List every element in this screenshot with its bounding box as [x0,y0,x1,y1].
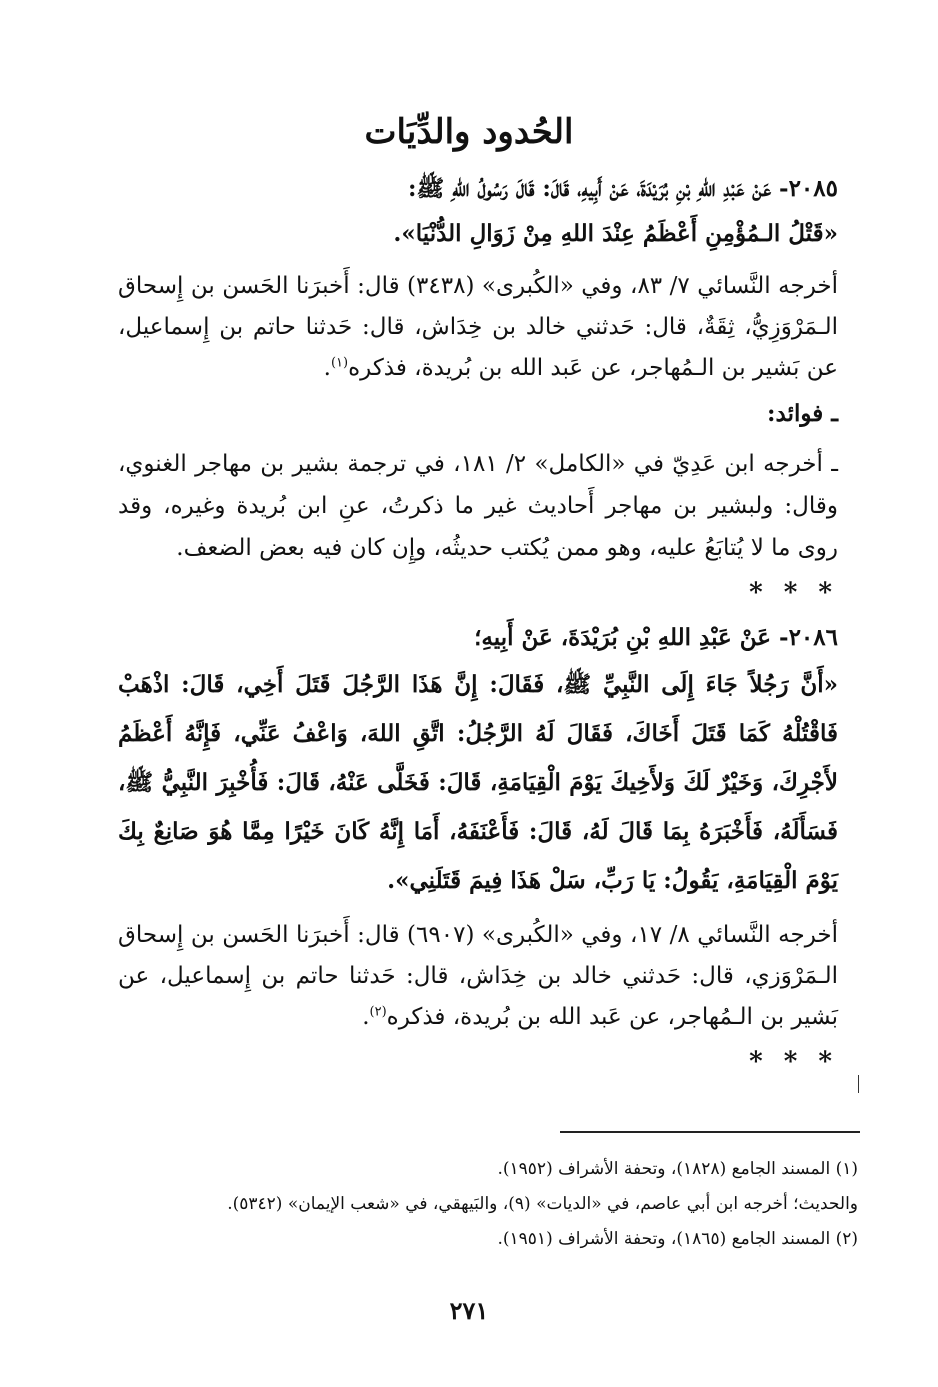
section-separator: * * * [749,578,838,608]
fawaid-heading: ـ فوائد: [767,400,838,427]
hadith-2085-text: «قَتْلُ الـمُؤْمِنِ أَعْظَمُ عِنْدَ اللهِ مِنْ زَوَالِ الدُّنْيَا». [393,220,838,247]
hadith-2086-heading: ٢٠٨٦- عَنْ عَبْدِ اللهِ بْنِ بُرَيْدَةَ، عَنْ أَبِيهِ؛ [474,624,838,651]
section-separator: * * * [749,1047,838,1077]
fawaid-text: ـ أخرجه ابن عَدِيّ في «الكامل» ٢/ ١٨١، في ترجمة بشير بن مهاجر الغنوي، وقال: ولبشير بن مهاجر أَحاديث غير ما ذكرتُ، عنِ ابن بُريدة وغيره، وقد روى ما لا يُتابَعُ عليه، وهو ممن يُكتب حديثُه، وإِن كان فيه بعض الضعف. [118,451,838,561]
hadith-2086-text: «أَنَّ رَجُلاً جَاءَ إِلَى النَّبِيِّ ﷺ، فَقَالَ: إِنَّ هَذَا الرَّجُلَ قَتَلَ أَخِي، قَالَ: اذْهَبْ فَاقْتُلْهُ كَمَا قَتَلَ أَخَاكَ، فَقَالَ لَهُ الرَّجُلُ: اتَّقِ اللهَ، وَاعْفُ عَنِّي، فَإِنَّهُ أَعْظَمُ لأَجْرِكَ، وَخَيْرٌ لَكَ وَلأَخِيكَ يَوْمَ الْقِيَامَةِ، قَالَ: فَخَلَّى عَنْهُ، قَالَ: فَأُخْبِرَ النَّبِيُّ ﷺ، فَسَأَلَهُ، فَأَخْبَرَهُ بِمَا قَالَ لَهُ، قَالَ: فَأَعْنَفَهُ، أَمَا إِنَّهُ كَانَ خَيْرًا مِمَّا هُوَ صَانِعٌ بِكَ يَوْمَ الْقِيَامَةِ، يَقُولُ: يَا رَبِّ، سَلْ هَذَا فِيمَ قَتَلَنِي». [118,671,838,894]
hadith-2086-takhrij: أخرجه النَّسائي ٨/ ١٧، وفي «الكُبرى» (٦٩٠٧) قال: أَخبرَنا الحَسن بن إِسحاق الـمَرْوَزي، قال: حَدثني خالد بن خِدَاش، قال: حَدثنا حاتم بن إِسماعيل، عن بَشير بن الـمُهاجر، عن عَبد الله بن بُريدة، فذكره$^{(٢)}$. [118,922,839,1030]
margin-mark [858,1075,859,1093]
footnote-1-continued: والحديث؛ أخرجه ابن أبي عاصم، في «الديات» (٩)، والبَيهقي، في «شعب الإيمان» (٥٣٤٢). [227,1194,858,1214]
hadith-2085-takhrij: أخرجه النَّسائي ٧/ ٨٣، وفي «الكُبرى» (٣٤٣٨) قال: أَخبرَنا الحَسن بن إِسحاق الـمَرْوَزِيُّ، ثِقَةٌ، قال: حَدثني خالد بن خِدَاش، قال: حَدثنا حاتم بن إِسماعيل، عن بَشير بن الـمُهاجر، عن عَبد الله بن بُريدة، فذكره$^{(١)}$. [118,273,839,381]
hadith-2085-heading: ٢٠٨٥- عَنْ عَبْدِ اللهِ بْنِ بُرَيْدَةَ، عَنْ أَبِيهِ، قَالَ: قَالَ رَسُولُ اللهِ ﷺ: [408,175,838,202]
takhrij-text: أخرجه النَّسائي ٨/ ١٧، وفي «الكُبرى» (٦٩٠٧) قال: أَخبرَنا الحَسن بن إِسحاق الـمَرْوَزي، قال: حَدثني خالد بن خِدَاش، قال: حَدثنا حاتم بن إِسماعيل، عن بَشير بن الـمُهاجر، عن عَبد الله بن بُريدة، فذكره [118,922,839,1030]
takhrij-text: أخرجه النَّسائي ٧/ ٨٣، وفي «الكُبرى» (٣٤٣٨) قال: أَخبرَنا الحَسن بن إِسحاق الـمَرْوَزِيُّ، ثِقَةٌ، قال: حَدثني خالد بن خِدَاش، قال: حَدثنا حاتم بن إِسماعيل، عن بَشير بن الـمُهاجر، عن عَبد الله بن بُريدة، فذكره [118,273,839,381]
footnote-divider [560,1131,860,1133]
footnotes [140,1152,858,1257]
footnote-ref-1: (١) [330,355,349,371]
footnote-2: (٢) المسند الجامع (١٨٦٥)، وتحفة الأشراف (١٩٥١). [497,1229,858,1249]
page-number: ٢٧١ [449,1296,489,1325]
footnote-1: (١) المسند الجامع (١٨٢٨)، وتحفة الأشراف (١٩٥٢). [497,1159,858,1179]
footnote-ref-2: (٢) [369,1004,387,1020]
page-body [118,166,838,1084]
chapter-title: الحُدود والدِّيَات [364,112,574,152]
